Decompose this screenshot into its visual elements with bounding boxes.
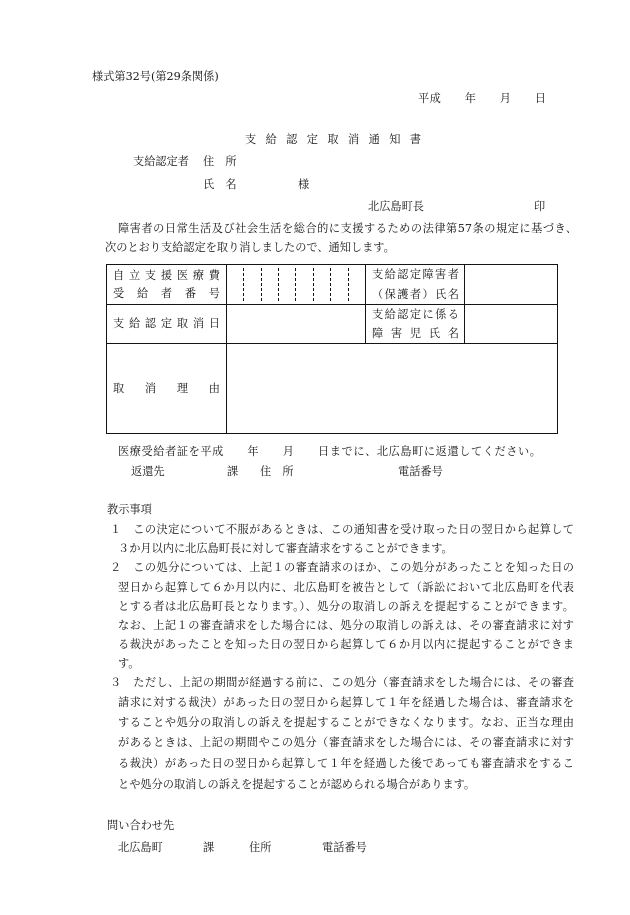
contact-section-label: 課 (203, 841, 215, 854)
instruction-2-line-5: る裁決があったことを知った日の翌日から起算して６か月以内に提起することができま (118, 638, 574, 651)
form-number: 様式第32号(第29条関係) (92, 70, 219, 83)
document-title: 支給認定取消通知書 (245, 133, 421, 146)
instruction-2-line-1: ２ この処分については、上記１の審査請求のほか、この処分があったことを知った日の (110, 561, 574, 574)
notice-table (106, 264, 558, 434)
return-notice-text: 医療受給者証を平成 年 月 日までに、北広島町に返還してください。 (118, 445, 541, 458)
cancel-date-field (227, 305, 366, 344)
recipient-number-label-line-1: 自立支援医療費 (113, 268, 220, 282)
instructions-heading: 教示事項 (107, 503, 152, 516)
digit-divider (313, 268, 314, 301)
contact-heading: 問い合わせ先 (107, 819, 175, 832)
digit-divider (261, 268, 262, 301)
cancel-date-label: 支給認定取消日 (113, 317, 220, 330)
cancel-reason-label: 取消理由 (113, 381, 220, 395)
person-name-label-line-1: 支給認定障害者 (372, 267, 459, 281)
recipient-number-field (227, 265, 366, 305)
cancel-reason-label-cell (107, 344, 227, 434)
issuer-seal: 印 (534, 200, 546, 213)
child-name-label-line-2: 障害児氏名 (372, 326, 459, 340)
child-name-label-cell (366, 305, 465, 344)
recipient-number-label-line-2: 受給者番号 (113, 286, 220, 300)
person-name-label-line-2: （保護者）氏名 (372, 287, 459, 301)
person-name-field (465, 265, 558, 305)
cancel-reason-field (227, 344, 558, 434)
return-phone-label: 電話番号 (398, 465, 443, 478)
issue-date: 平成 年 月 日 (418, 92, 546, 105)
instruction-2-line-4: なお、上記１の審査請求をした場合には、処分の取消しの訴えは、その審査請求に対す (118, 619, 574, 632)
instruction-3-line-5: る裁決）があった日の翌日から起算して１年を経過した後であっても審査請求をするこ (118, 757, 574, 770)
digit-divider (348, 268, 349, 301)
child-name-field (465, 305, 558, 344)
addressee-honorific: 様 (298, 178, 310, 191)
contact-town: 北広島町 (118, 841, 163, 854)
digit-divider (243, 268, 244, 301)
instruction-1-line-1: １ この決定について不服があるときは、この通知書を受け取った日の翌日から起算して (110, 523, 574, 536)
instruction-3-line-3: することや処分の取消しの訴えを提起することができなくなります。なお、正当な理由 (118, 716, 574, 729)
instruction-3-line-6: とや処分の取消しの訴えを提起することが認められる場合があります。 (118, 778, 476, 791)
recipient-number-label-cell (107, 265, 227, 305)
person-name-label-cell (366, 265, 465, 305)
contact-phone-label: 電話番号 (322, 841, 367, 854)
instruction-2-line-2: 翌日から起算して６か月以内に、北広島町を被告として（訴訟において北広島町を代表 (118, 581, 574, 594)
return-section-label: 課 (227, 465, 239, 478)
instruction-3-line-1: ３ ただし、上記の期間が経過する前に、この処分（審査請求をした場合には、その審査 (110, 676, 574, 689)
addressee-label: 支給認定者 (133, 155, 189, 168)
digit-divider (278, 268, 279, 301)
intro-line-2: 次のとおり支給認定を取り消しましたので、通知します。 (105, 241, 395, 254)
intro-line-1: 障害者の日常生活及び社会生活を総合的に支援するための法律第57条の規定に基づき、 (118, 222, 577, 235)
contact-address-label: 住所 (249, 841, 272, 854)
child-name-label-line-1: 支給認定に係る (372, 307, 459, 321)
cancel-date-label-cell (107, 305, 227, 344)
addressee-address-label: 住 所 (203, 155, 237, 168)
instruction-3-line-4: があるときは、上記の期間やこの処分（審査請求をした場合には、その審査請求に対す (118, 736, 574, 749)
instruction-2-line-6: す。 (118, 657, 140, 670)
instruction-1-line-2: ３か月以内に北広島町長に対して審査請求をすることができます。 (118, 542, 453, 555)
digit-divider (330, 268, 331, 301)
digit-divider (295, 268, 296, 301)
instruction-2-line-3: とする者は北広島町長となります。）、処分の取消しの訴えを提起することができます。 (118, 600, 574, 613)
instruction-3-line-2: 請求に対する裁決）があった日の翌日から起算して１年を経過した場合は、審査請求を (118, 696, 574, 709)
issuer-name: 北広島町長 (368, 200, 424, 213)
return-destination-label: 返還先 (131, 465, 165, 478)
addressee-name-label: 氏 名 (203, 178, 237, 191)
return-address-label: 住 所 (260, 465, 294, 478)
